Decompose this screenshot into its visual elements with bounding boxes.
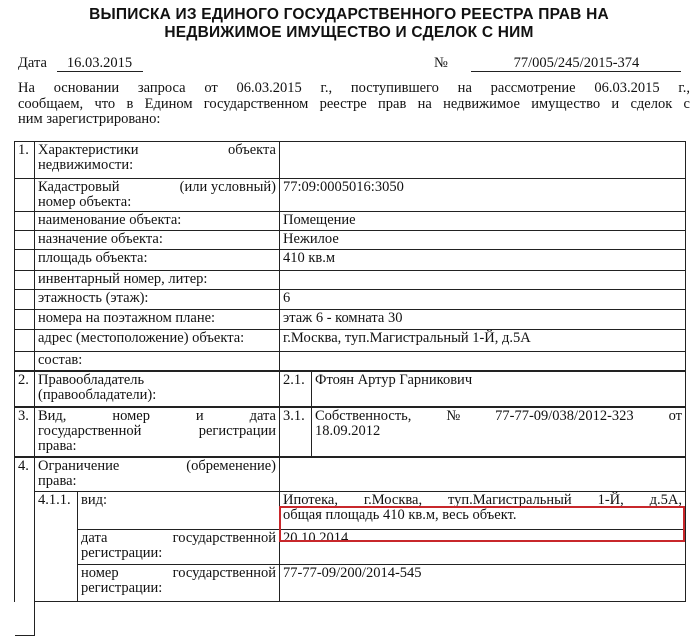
right-registration-subnumber: 3.1.: [280, 408, 312, 458]
title-line-1: ВЫПИСКА ИЗ ЕДИНОГО ГОСУДАРСТВЕННОГО РЕЕСТРА ПРАВ НА: [89, 6, 609, 23]
row-encumbrance-date: [15, 530, 686, 565]
date-value: 16.03.2015: [57, 55, 143, 72]
row-address: [15, 330, 686, 352]
rightholder-value: Фтоян Артур Гарникович: [312, 372, 686, 408]
title-line-2: НЕДВИЖИМОЕ ИМУЩЕСТВО И СДЕЛОК С НИМ: [164, 24, 534, 41]
inventory-value: [280, 271, 686, 290]
row-name: [15, 212, 686, 231]
right-registration-value: Собственность, № 77-77-09/038/2012-323 от 18.09.2012: [312, 408, 686, 458]
section-2-number: 2.: [15, 372, 35, 408]
row-cadastral: [15, 179, 686, 212]
section-3-number: 3.: [15, 408, 35, 458]
row-composition: [15, 352, 686, 372]
purpose-label: назначение объекта:: [35, 231, 280, 250]
name-value: Помещение: [280, 212, 686, 231]
purpose-value: Нежилое: [280, 231, 686, 250]
date-label: Дата: [18, 55, 47, 71]
cadastral-label: Кадастровый (или условный) номер объекта:: [35, 179, 280, 212]
characteristics-label: Характеристики объекта недвижимости:: [35, 142, 280, 179]
intro-line-2: сообщаем, что в Едином государственном реестре прав на недвижимое имущество и сделок с: [18, 95, 690, 112]
row-purpose: [15, 231, 686, 250]
floors-label: этажность (этаж):: [35, 290, 280, 310]
row-inventory: [15, 271, 686, 290]
rightholder-subnumber: 2.1.: [280, 372, 312, 408]
floor-plan-label: номера на поэтажном плане:: [35, 310, 280, 330]
section-1-number: 1.: [15, 142, 35, 179]
document-title: [0, 6, 698, 42]
row-encumbrance-regnum: [15, 565, 686, 602]
cadastral-value: 77:09:0005016:3050: [280, 179, 686, 212]
right-registration-label: Вид, номер и дата государственной регистрации права:: [35, 408, 280, 458]
row-floor-plan: [15, 310, 686, 330]
composition-value: [280, 352, 686, 372]
encumbrance-kind-label: вид:: [78, 492, 280, 530]
number-label: №: [434, 55, 448, 71]
row-area: [15, 250, 686, 271]
encumbrance-value: [280, 458, 686, 492]
floors-value: 6: [280, 290, 686, 310]
row-right-registration: [15, 408, 686, 458]
row-encumbrance: [15, 458, 686, 492]
encumbrance-regnum-label: номер государственной регистрации:: [78, 565, 280, 602]
row-floors: [15, 290, 686, 310]
address-label: адрес (местоположение) объекта:: [35, 330, 280, 352]
registry-table: [14, 141, 686, 602]
date-row: [18, 55, 143, 72]
address-value: г.Москва, туп.Магистральный 1-Й, д.5А: [280, 330, 686, 352]
characteristics-value: [280, 142, 686, 179]
name-label: наименование объекта:: [35, 212, 280, 231]
row-characteristics: [15, 142, 686, 179]
rightholder-label: Правообладатель (правообладатели):: [35, 372, 280, 408]
encumbrance-regnum-value: 77-77-09/200/2014-545: [280, 565, 686, 602]
area-label: площадь объекта:: [35, 250, 280, 271]
composition-label: состав:: [35, 352, 280, 372]
intro-line-3: ним зарегистрировано:: [18, 111, 161, 127]
encumbrance-subnumber: 4.1.1.: [35, 492, 78, 602]
inventory-label: инвентарный номер, литер:: [35, 271, 280, 290]
intro-line-1: На основании запроса от 06.03.2015 г., поступившего на рассмотрение 06.03.2015 г.,: [18, 80, 690, 96]
row-rightholder: [15, 372, 686, 408]
number-row: [434, 55, 681, 72]
encumbrance-date-label: дата государственной регистрации:: [78, 530, 280, 565]
encumbrance-kind-value: Ипотека, г.Москва, туп.Магистральный 1-Й, д.5А, общая площадь 410 кв.м, весь объект.: [280, 492, 686, 530]
encumbrance-label: Ограничение (обременение) права:: [35, 458, 280, 492]
number-value: 77/005/245/2015-374: [471, 55, 681, 72]
encumbrance-date-value: 20.10.2014: [280, 530, 686, 565]
area-value: 410 кв.м: [280, 250, 686, 271]
row-encumbrance-kind: [15, 492, 686, 530]
intro-paragraph: [18, 81, 690, 128]
floor-plan-value: этаж 6 - комната 30: [280, 310, 686, 330]
section-4-number: 4.: [15, 458, 35, 636]
